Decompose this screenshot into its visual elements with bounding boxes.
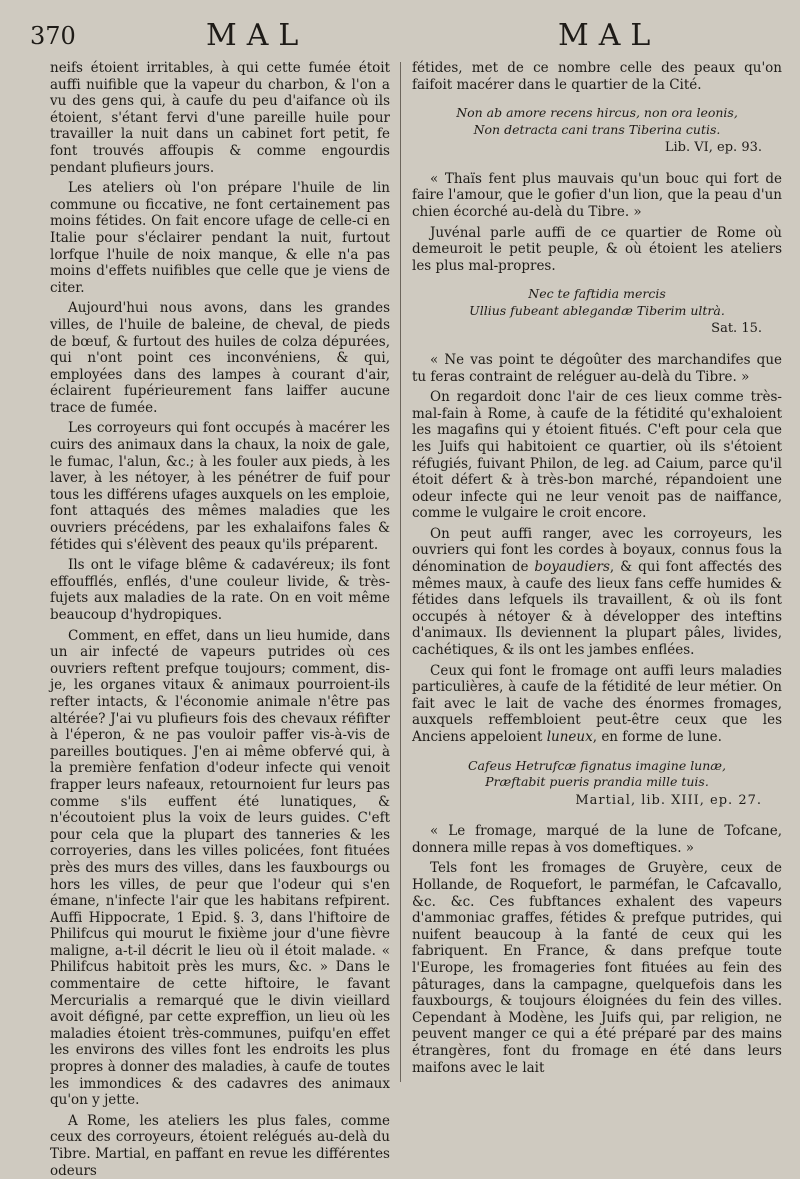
citation: Lib. VI, ep. 93. bbox=[664, 140, 762, 156]
italic-term: boyaudiers bbox=[534, 559, 610, 576]
paragraph: neifs étoient irritables, à qui cette fumée étoit auffi nuifible que la vapeur du charbon, & l'on a vu des gens qui, à caufe du peu d'aifance où ils étoient, s'étant fervi d'une pareille huile pour travailler la nuit dans un cabinet fort petit, fe font trouvés affoupis & comme engourdis pendant plufieurs jours. bbox=[50, 60, 390, 176]
paragraph: A Rome, les ateliers les plus fales, comme ceux des corroyeurs, étoient relégués au-delà du Tibre. Martial, en paffant en revue les différentes odeurs bbox=[50, 1112, 390, 1179]
running-head-right: MAL bbox=[558, 18, 661, 53]
quote-line: Præftabit pueris prandia mille tuis. bbox=[485, 774, 709, 790]
right-column bbox=[412, 60, 782, 1085]
quote-line: Ullius fubeant ablegandæ Tiberim ultrà. bbox=[469, 302, 725, 318]
text-run: On peut auffi ranger, avec les corroyeurs, les ouvriers qui font les cordes à boyaux, connus fous la dénomination de bbox=[412, 525, 782, 576]
page-header bbox=[30, 16, 770, 54]
text-run: , & qui font affectés des mêmes maux, à caufe des lieux fans ceffe humides & fétides dans lefquels ils travaillent, & où ils font occupés à nétoyer & à développer des inteftins d'animaux. Ils deviennent la plupart pâles, livides, cachétiques, & ils ont les jambes enflées. bbox=[412, 559, 782, 659]
text-run: Ceux qui font le fromage ont auffi leurs maladies particulières, à caufe de la fétidité de leur métier. On fait avec le lait de vache des énormes fromages, auxquels reffembloient peut-être ceux que les Anciens appeloient bbox=[412, 662, 782, 745]
latin-quote bbox=[412, 758, 782, 791]
paragraph: Ils ont le vifage blême & cadavéreux; ils font effoufflés, enflés, d'une couleur livide, & très-fujets aux maladies de la rate. On en voit même beaucoup d'hydropiques. bbox=[50, 557, 390, 623]
paragraph: Les corroyeurs qui font occupés à macérer les cuirs des animaux dans la chaux, la noix de gale, le fumac, l'alun, &c.; à les fouler aux pieds, à les laver, à les nétoyer, à les pénétrer de fuif pour tous les différens ufages auxquels on les emploie, font attaqués des mêmes maladies que les ouvriers précédens, par les exhalaifons fales & fétides qui s'élèvent des peaux qu'ils préparent. bbox=[50, 420, 390, 553]
paragraph: Les ateliers où l'on prépare l'huile de lin commune ou ficcative, ne font certainement pas moins fétides. On fait encore ufage de celle-ci en Italie pour s'éclairer pendant la nuit, furtout lorfque l'huile de noix manque, & elle n'a pas moins d'effets nuifibles que celle que je viens de citer. bbox=[50, 180, 390, 296]
paragraph: « Le fromage, marqué de la lune de Tofcane, donnera mille repas à vos domeftiques. » bbox=[412, 823, 782, 856]
quote-line: Cafeus Hetrufcæ fignatus imagine lunæ, bbox=[467, 757, 727, 773]
paragraph: Comment, en effet, dans un lieu humide, dans un air infecté de vapeurs putrides où ces ouvriers reftent prefque toujours; comment, dis-je, les organes vitaux & animaux pourroient-ils refter intacts, & l'économie animale n'être pas altérée? J'ai vu plufieurs fois des chevaux réfifter à l'éperon, & ne pas vouloir paffer vis-à-vis de pareilles boutiques. J'en ai même obfervé qui, à la première fenfation d'odeur infecte qui venoit frapper leurs nafeaux, retournoient fur leurs pas comme s'ils euffent été lunatiques, & n'écoutoient plus la voix de leurs guides. C'eft pour cela que la plupart des tanneries & les corroyeries, dans les villes policées, font fituées près des murs des villes, dans les fauxbourgs ou hors les villes, de peur que l'odeur qui s'en émane, n'infecte l'air que les habitans refpirent. Auffi Hippocrate, 1 Epid. §. 3, dans l'hiftoire de Philifcus qui mourut le fixième jour d'une fièvre maligne, a-t-il décrit le lieu où il étoit malade. « Philifcus habitoit près les murs, &c. » Dans le commentaire de cette hiftoire, le favant Mercurialis a remarqué que le divin vieillard avoit défigné, par cette expreffion, un lieu où les maladies étoient très-communes, puifqu'en effet les environs des villes font les endroits les plus propres à donner des maladies, à caufe de toutes les immondices & des cadavres des animaux qu'on y jette. bbox=[50, 627, 390, 1109]
paragraph: « Ne vas point te dégoûter des marchandifes que tu feras contraint de reléguer au-delà du Tibre. » bbox=[412, 351, 782, 385]
citation: Martial, lib. XIII, ep. 27. bbox=[575, 792, 762, 808]
paragraph: fétides, met de ce nombre celle des peaux qu'on faifoit macérer dans le quartier de la Cité. bbox=[412, 60, 782, 93]
paragraph bbox=[412, 526, 782, 659]
paragraph bbox=[412, 663, 782, 746]
paragraph: Aujourd'hui nous avons, dans les grandes villes, de l'huile de baleine, de cheval, de pieds de bœuf, & furtout des huiles de colza dépurées, qui n'ont point ces inconvéniens, & qui, employées dans des lampes à courant d'air, éclairent fupérieurement fans laiffer aucune trace de fumée. bbox=[50, 300, 390, 416]
quote-line: Non ab amore recens hircus, non ora leonis, bbox=[456, 105, 738, 121]
citation: Sat. 15. bbox=[711, 321, 762, 337]
paragraph: « Thaïs fent plus mauvais qu'un bouc qui fort de faire l'amour, que le gofier d'un lion, que la peau d'un chien écorché au-delà du Tibre. » bbox=[412, 170, 782, 220]
column-divider bbox=[400, 62, 401, 1082]
paragraph: Tels font les fromages de Gruyère, ceux de Hollande, de Roquefort, le parméfan, le Cafcavallo, &c. &c. Ces fubftances exhalent des vapeurs d'ammoniac graffes, fétides & prefque putrides, qui nuifent beaucoup à la fanté de ceux qui les fabriquent. En France, & dans prefque toute l'Europe, les fromageries font fituées au fein des pâturages, dans la campagne, quelquefois dans les fauxbourgs, & toujours éloignées du fein des villes. Cependant à Modène, les Juifs qui, par religion, ne peuvent manger ce qui a été préparé par des mains étrangères, font du fromage en été dans leurs maifons avec le lait bbox=[412, 860, 782, 1076]
italic-term: luneux bbox=[546, 729, 593, 745]
latin-quote bbox=[412, 286, 782, 319]
page-number: 370 bbox=[30, 22, 76, 50]
quote-line: Nec te faftidia mercis bbox=[528, 286, 666, 302]
paragraph: On regardoit donc l'air de ces lieux comme très-mal-fain à Rome, à caufe de la fétidité qu'exhaloient les magafins qui y étoient fitués. C'eft pour cela que les Juifs qui habitoient ce quartier, où ils s'étoient réfugiés, fuivant Philon, de leg. ad Caium, parce qu'il étoit défert & à très-bon marché, répandoient une odeur infecte qui ne leur venoit pas de naiffance, comme le vulgaire le croit encore. bbox=[412, 389, 782, 522]
paragraph: Juvénal parle auffi de ce quartier de Rome où demeuroit le petit peuple, & où étoient les ateliers les plus mal-propres. bbox=[412, 224, 782, 274]
text-run: , en forme de lune. bbox=[592, 729, 722, 745]
latin-quote bbox=[412, 105, 782, 138]
quote-line: Non detracta cani trans Tiberina cutis. bbox=[473, 121, 721, 137]
running-head-left: MAL bbox=[206, 18, 309, 53]
left-column bbox=[50, 60, 390, 1179]
